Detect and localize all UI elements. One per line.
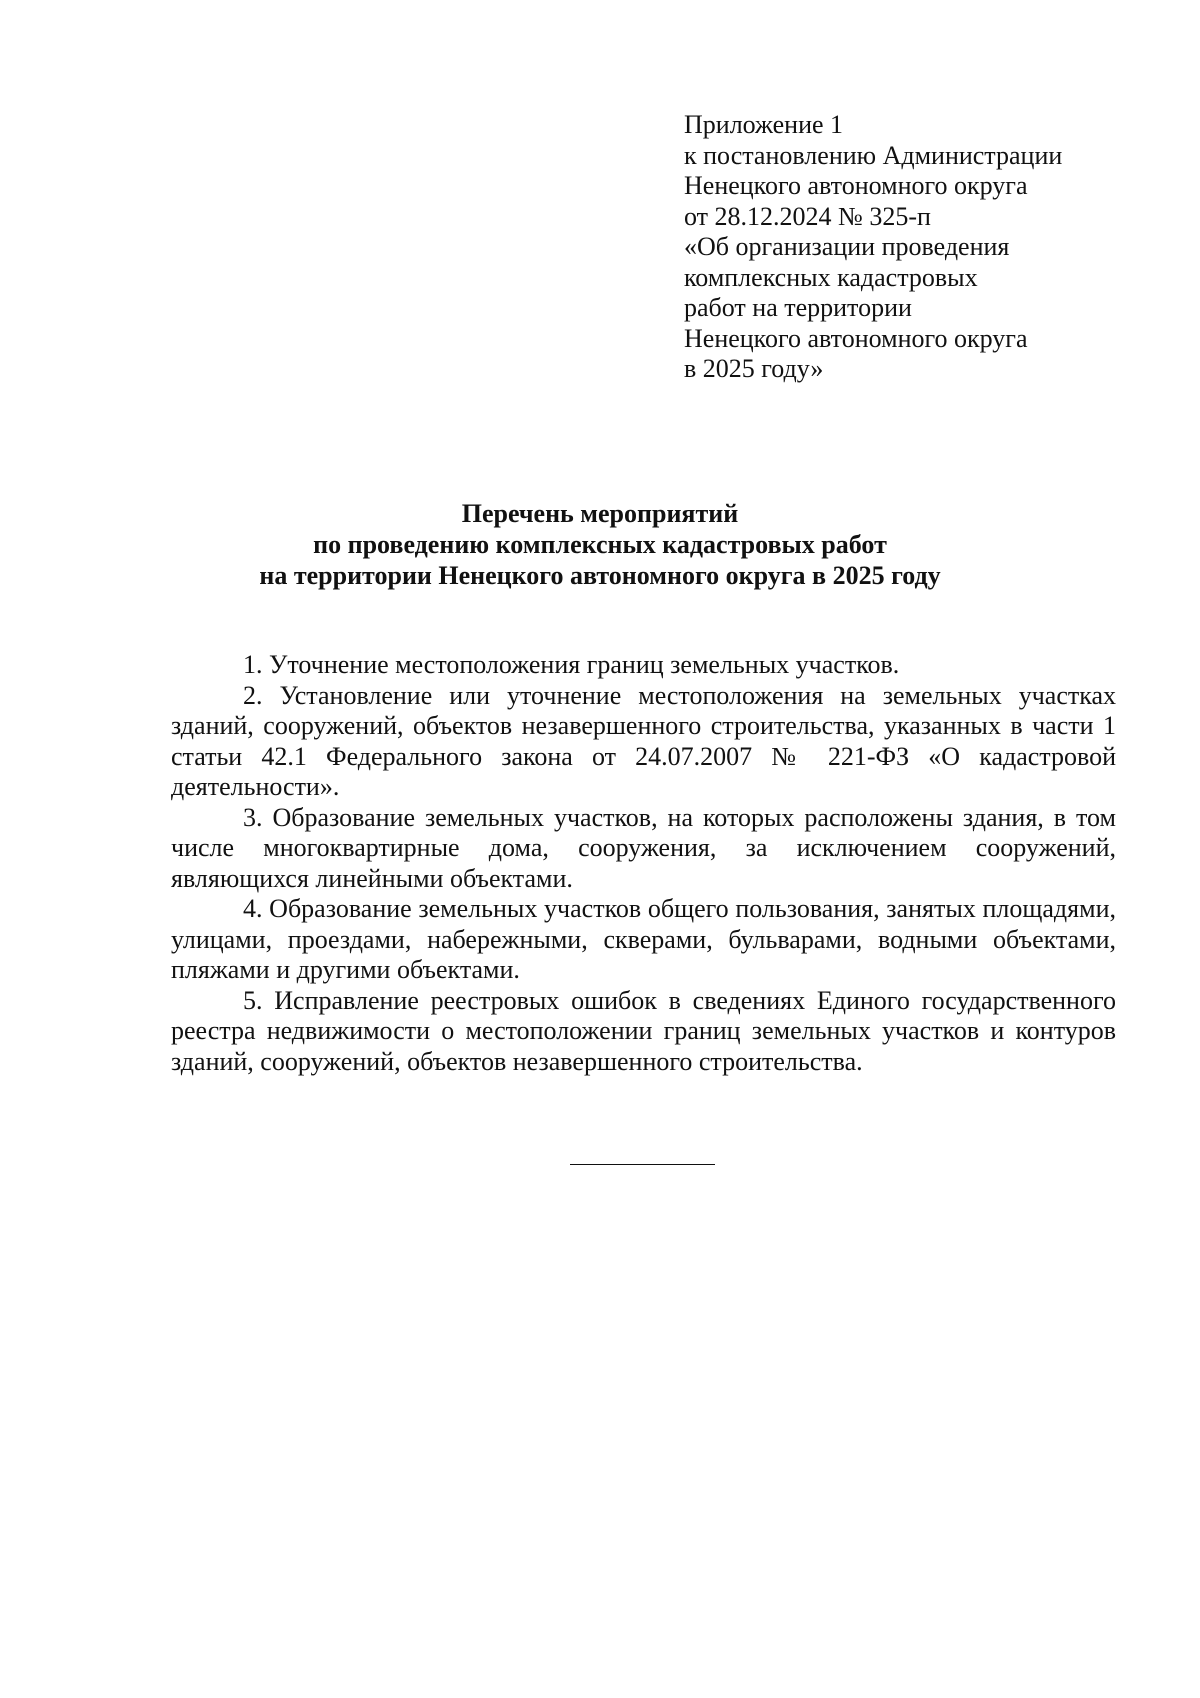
annex-line: к постановлению Администрации [684,140,1063,170]
document-title [150,498,1050,591]
list-item: 2. Установление или уточнение местоположения на земельных участках зданий, сооружений, объектов незавершенного строительства, указанных в части 1 статьи 42.1 Федерального закона от 24.07.2007 № 221-ФЗ «О кадастровой деятельности». [171,680,1116,801]
list-item: 4. Образование земельных участков общего пользования, занятых площадями, улицами, проездами, набережными, скверами, бульварами, водными объектами, пляжами и другими объектами. [171,894,1116,984]
annex-line: работ на территории [684,293,912,322]
list-item: 1. Уточнение местоположения границ земельных участков. [243,650,900,679]
title-line: Перечень мероприятий [461,499,739,528]
annex-line: «Об организации проведения [684,232,1010,261]
measures-list [171,650,1116,1077]
annex-header [684,110,1104,385]
annex-line: Ненецкого автономного округа [684,323,1028,353]
annex-line: Ненецкого автономного округа [684,171,1028,200]
end-divider [570,1164,715,1165]
title-line: на территории Ненецкого автономного округа в 2025 году [259,561,941,590]
title-line: по проведению комплексных кадастровых работ [313,530,887,559]
annex-line: в 2025 году» [684,354,824,383]
annex-line: Приложение 1 [684,110,844,139]
annex-line: комплексных кадастровых [684,262,978,292]
annex-line: от 28.12.2024 № 325-п [684,201,931,231]
list-item: 3. Образование земельных участков, на которых расположены здания, в том числе многоквартирные дома, сооружения, за исключением сооружений, являющихся линейными объектами. [171,802,1116,893]
list-item: 5. Исправление реестровых ошибок в сведениях Единого государственного реестра недвижимости о местоположении границ земельных участков и контуров зданий, сооружений, объектов незавершенного строительства. [171,985,1116,1076]
